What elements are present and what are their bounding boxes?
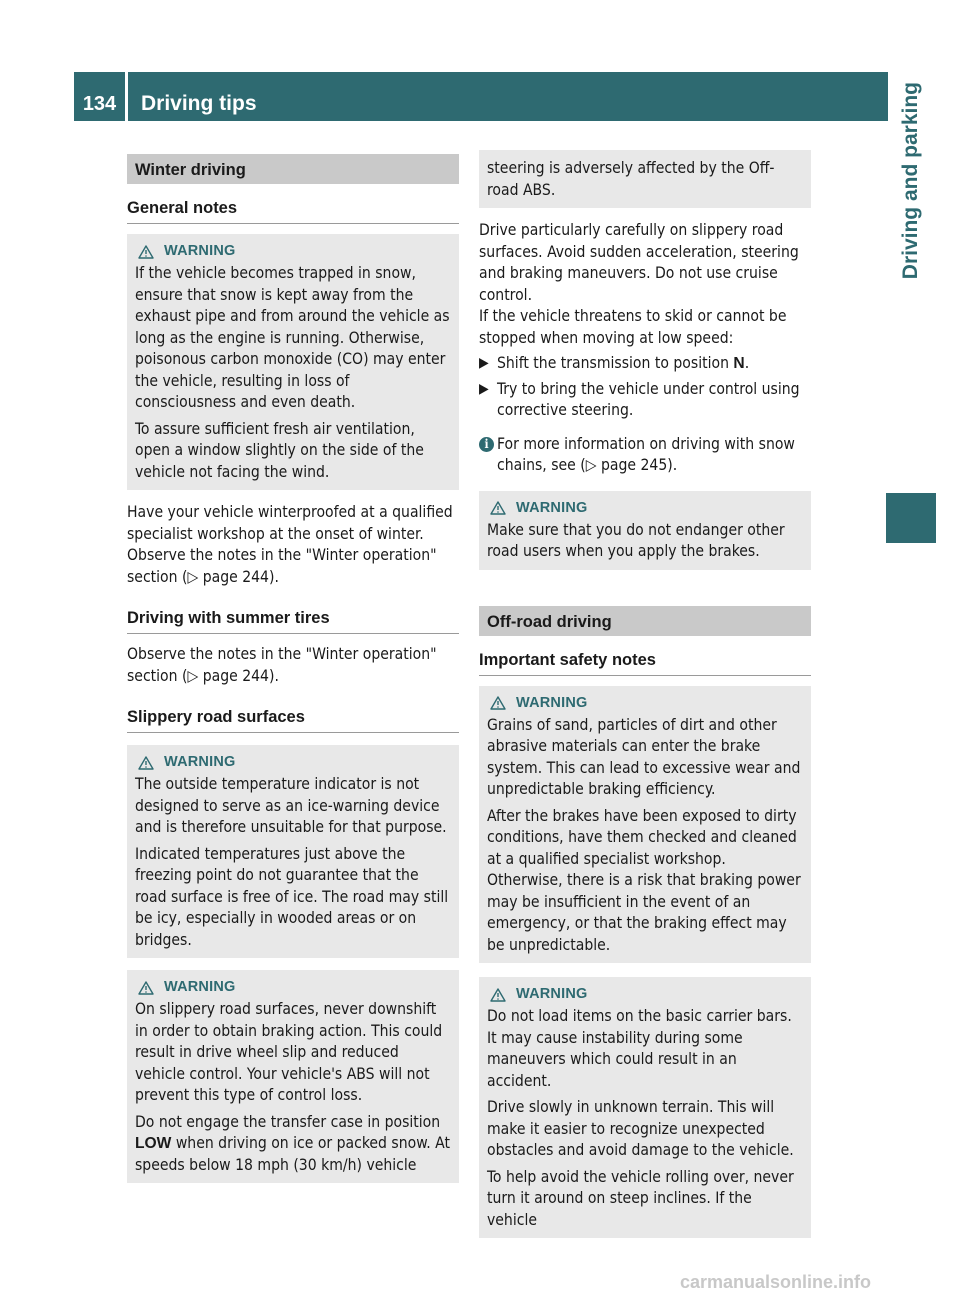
warning-triangle-icon <box>490 501 506 515</box>
warning-box-continued <box>479 150 811 208</box>
warning-text: To assure sufficient fresh air ventilation, open a window slightly on the side of the vehicle not facing the wind. <box>135 419 424 481</box>
arrow-icon: ▶ <box>479 380 489 397</box>
warning-box <box>127 970 459 1183</box>
info-icon: i <box>479 437 494 452</box>
transfer-case-position: LOW <box>135 1135 172 1152</box>
side-tab-label: Driving and parking <box>899 82 922 280</box>
heading-general-notes: General notes <box>127 196 459 224</box>
warning-box <box>127 234 459 490</box>
warning-text: Indicated temperatures just above the freezing point do not guarantee that the road surface is free of ice. The road may still be icy, especially in wooded areas or on bridges. <box>135 844 449 949</box>
header-divider <box>125 72 128 121</box>
warning-triangle-icon <box>138 756 154 770</box>
body-text: Drive particularly carefully on slippery road surfaces. Avoid sudden acceleration, steering and braking maneuvers. Do not use cruise control. <box>479 221 799 304</box>
warning-title: WARNING <box>164 754 236 770</box>
warning-title: WARNING <box>516 499 588 516</box>
watermark: carmanualsonline.info <box>680 1272 872 1292</box>
side-tab <box>886 72 936 490</box>
warning-text: After the brakes have been exposed to dirty conditions, have them checked and cleaned at a qualified specialist workshop. Otherwise, there is a risk that braking power may be insufficient in the event of an emergency, or that the braking effect may be unpredictable. <box>487 806 801 954</box>
warning-text: Drive slowly in unknown terrain. This will make it easier to recognize unexpected obstacles and avoid damage to the vehicle. <box>487 1098 794 1159</box>
side-tab-marker <box>886 493 936 543</box>
body-text: Observe the notes in the "Winter operation" section (▷ page 244). <box>127 546 437 586</box>
warning-text: If the vehicle becomes trapped in snow, ensure that snow is kept away from the exhaust pipe and from around the vehicle as long as the engine is running. Otherwise, poisonous carbon monoxide (CO) may enter the vehicle, resulting in loss of consciousness and even death. <box>135 264 450 411</box>
section-title-winter-driving: Winter driving <box>127 154 459 184</box>
page-title: Driving tips <box>141 92 257 115</box>
arrow-icon: ▶ <box>479 355 489 371</box>
right-column <box>479 150 811 1250</box>
warning-box <box>479 977 811 1238</box>
body-text: Have your vehicle winterproofed at a qualified specialist workshop at the onset of winter. <box>127 503 453 543</box>
warning-triangle-icon <box>138 981 154 995</box>
warning-box <box>479 491 811 570</box>
warning-box <box>127 745 459 958</box>
body-text: Observe the notes in the "Winter operation" section (▷ page 244). <box>127 645 437 685</box>
warning-text: Grains of sand, particles of dirt and other abrasive materials can enter the brake system. This can lead to excessive wear and unpredictable braking efficiency. <box>487 715 801 798</box>
heading-summer-tires: Driving with summer tires <box>127 606 459 634</box>
warning-text: Do not engage the transfer case in position LOW when driving on ice or packed snow. At speeds below 18 mph (30 km/h) vehicle <box>135 1112 450 1174</box>
warning-text: To help avoid the vehicle rolling over, never turn it around on steep inclines. If the vehicle <box>487 1167 794 1229</box>
gear-position: N <box>733 355 745 372</box>
warning-text: Do not load items on the basic carrier bars. It may cause instability during some maneuvers which could result in an accident. <box>487 1007 792 1090</box>
body-text: If the vehicle threatens to skid or cannot be stopped when moving at low speed: <box>479 307 787 347</box>
warning-triangle-icon <box>138 245 154 259</box>
heading-slippery-road: Slippery road surfaces <box>127 705 459 733</box>
action-step: ▶ Try to bring the vehicle under control using corrective steering. <box>479 379 800 419</box>
warning-box <box>479 686 811 964</box>
warning-triangle-icon <box>490 696 506 710</box>
warning-text: steering is adversely affected by the Off-road ABS. <box>487 159 775 199</box>
heading-safety-notes: Important safety notes <box>479 648 811 676</box>
page-number: 134 <box>82 93 117 115</box>
warning-triangle-icon <box>490 988 506 1002</box>
warning-text: The outside temperature indicator is not designed to serve as an ice-warning device and is therefore unsuitable for that purpose. <box>135 775 447 836</box>
warning-title: WARNING <box>516 986 588 1002</box>
warning-title: WARNING <box>164 243 236 259</box>
action-step: ▶ Shift the transmission to position N. <box>479 353 811 375</box>
section-title-off-road: Off-road driving <box>479 606 811 636</box>
info-note: i For more information on driving with snow chains, see (▷ page 245). <box>479 434 811 477</box>
warning-text: On slippery road surfaces, never downshift in order to obtain braking action. This could result in drive wheel slip and reduced vehicle control. Your vehicle's ABS will not prevent this type of control loss. <box>135 1000 443 1104</box>
warning-text: Make sure that you do not endanger other road users when you apply the brakes. <box>487 520 785 560</box>
warning-title: WARNING <box>516 694 588 711</box>
warning-title: WARNING <box>164 979 236 995</box>
left-column <box>127 150 459 1195</box>
